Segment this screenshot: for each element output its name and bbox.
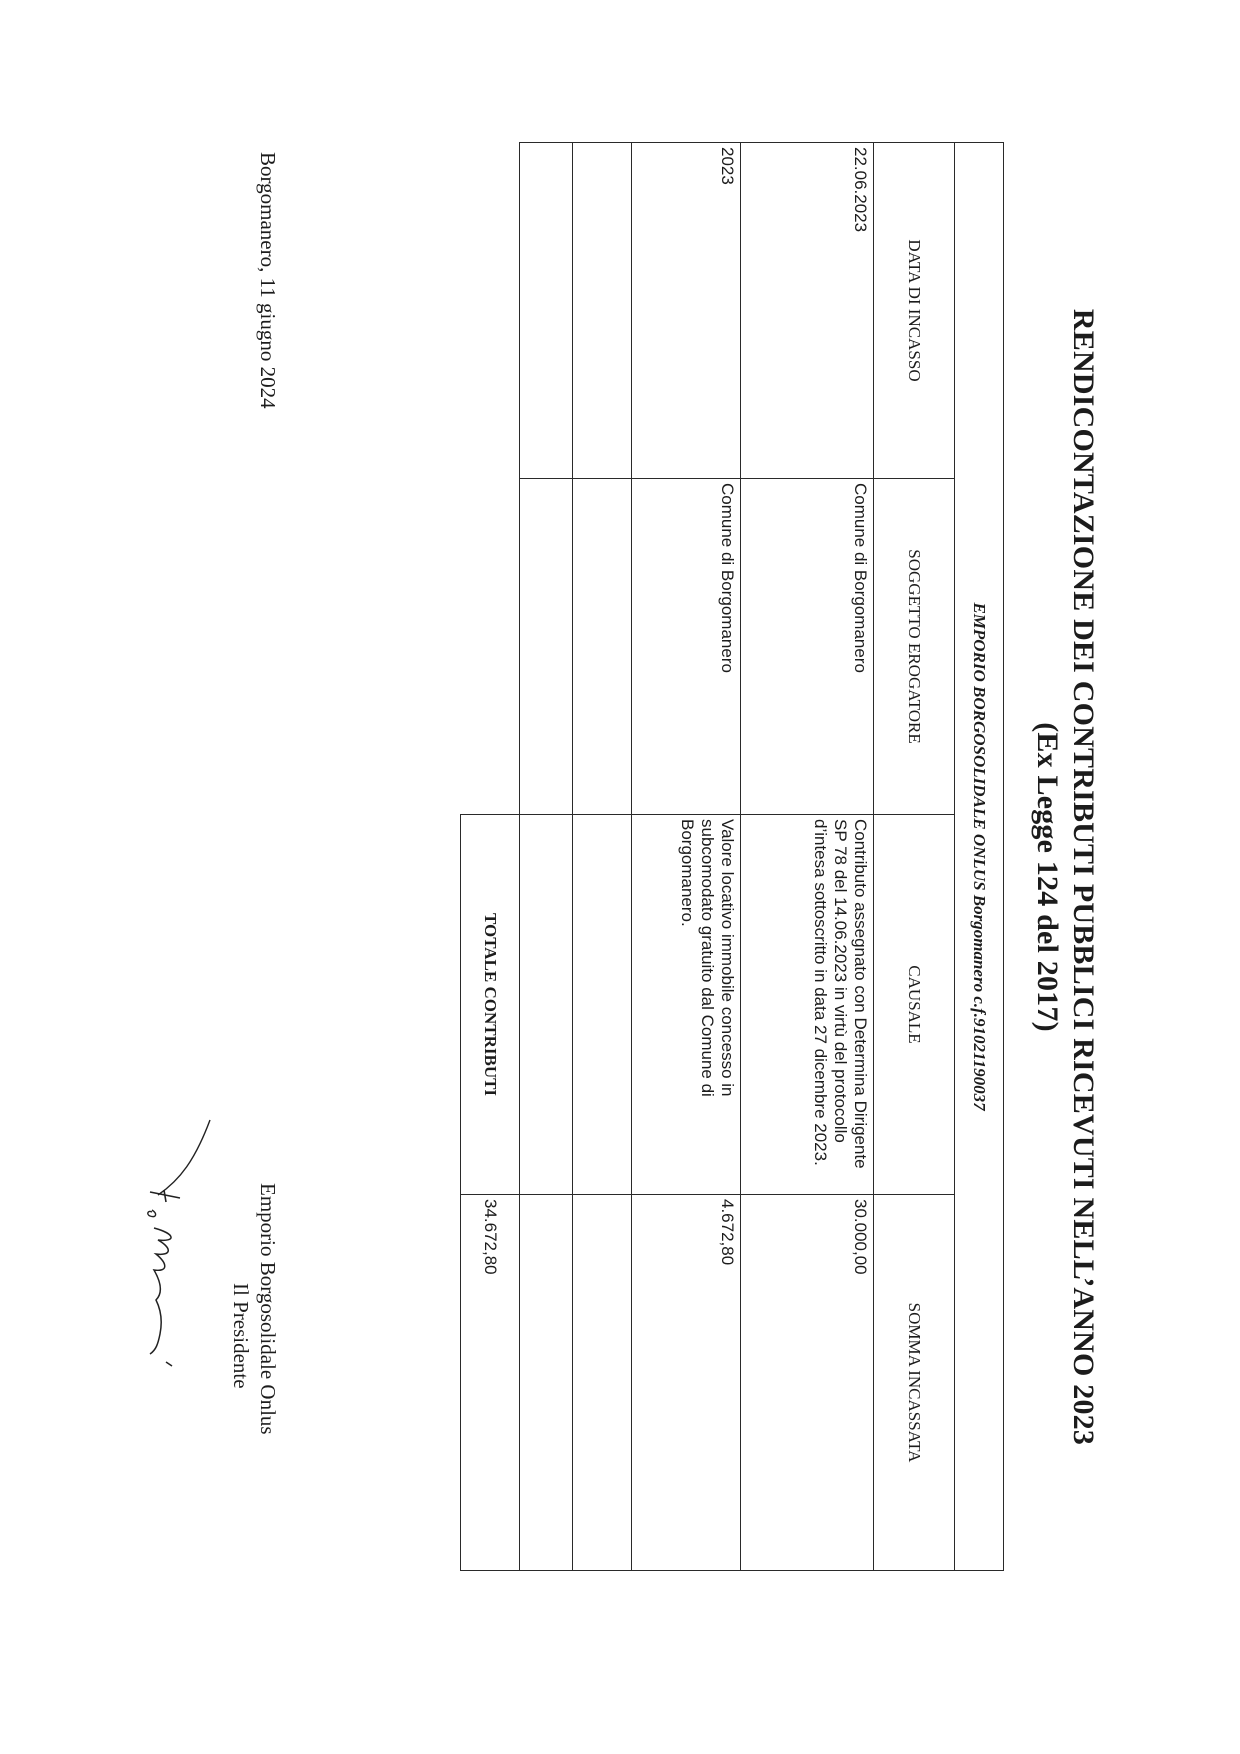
handwritten-signature bbox=[130, 1100, 220, 1400]
table-row bbox=[741, 143, 874, 1571]
row-amount: 4.672,80 bbox=[632, 1195, 741, 1571]
row-issuer: Comune di Borgomanero bbox=[632, 479, 741, 815]
table-row-empty bbox=[520, 143, 573, 1571]
column-header-amount: SOMMA INCASSATA bbox=[874, 1195, 955, 1571]
row-issuer: Comune di Borgomanero bbox=[741, 479, 874, 815]
row-date: 2023 bbox=[632, 143, 741, 479]
organization-name: Emporio Borgosolidale Onlus bbox=[256, 1183, 280, 1435]
total-value: 34.672,80 bbox=[461, 1195, 520, 1571]
total-row bbox=[461, 143, 520, 1571]
table-header-row bbox=[874, 143, 955, 1571]
row-date: 22.06.2023 bbox=[741, 143, 874, 479]
row-reason: Contributo assegnato con Determina Dirigente SP 78 del 14.06.2023 in virtù del protocollo d’intesa sottoscritto in data 27 dicembre 2023. bbox=[741, 815, 874, 1195]
total-label: TOTALE CONTRIBUTI bbox=[461, 815, 520, 1195]
row-reason: Valore locativo immobile concesso in subcomodato gratuito dal Comune di Borgomanero. bbox=[632, 815, 741, 1195]
contributions-table bbox=[460, 142, 1004, 1571]
table-subtitle: EMPORIO BORGOSOLIDALE ONLUS Borgomanero c.f.91021190037 bbox=[955, 143, 1004, 1571]
row-amount: 30.000,00 bbox=[741, 1195, 874, 1571]
place-and-date: Borgomanero, 11 giugno 2024 bbox=[256, 152, 280, 409]
column-header-issuer: SOGGETTO EROGATORE bbox=[874, 479, 955, 815]
table-row-empty bbox=[573, 143, 632, 1571]
column-header-date: DATA DI INCASSO bbox=[874, 143, 955, 479]
document-title: RENDICONTAZIONE DEI CONTRIBUTI PUBBLICI RICEVUTI NELL’ANNO 2023 bbox=[1067, 308, 1100, 1446]
document-title-law-reference: (Ex Legge 124 del 2017) bbox=[1031, 722, 1064, 1032]
signature-block bbox=[228, 1183, 280, 1503]
signer-role: Il Presidente bbox=[229, 1283, 253, 1389]
table-row bbox=[632, 143, 741, 1571]
column-header-reason: CAUSALE bbox=[874, 815, 955, 1195]
